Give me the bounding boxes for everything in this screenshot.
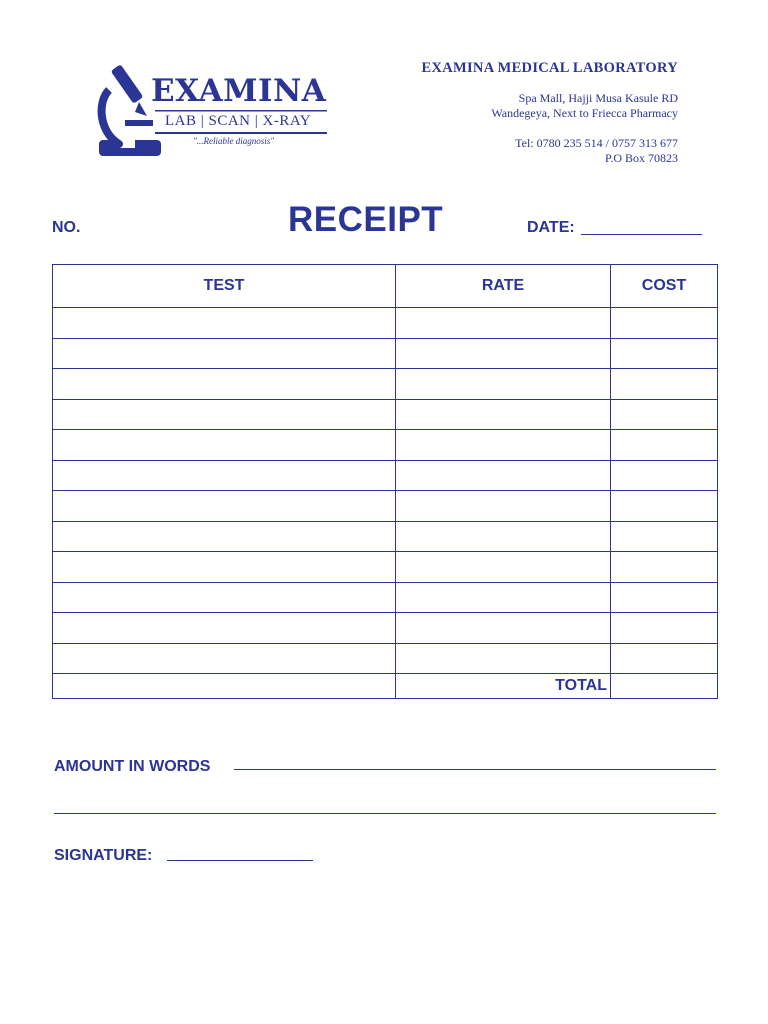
cost-cell[interactable] [611,552,718,583]
test-cell[interactable] [53,613,396,644]
test-cell[interactable] [53,460,396,491]
signature-label: SIGNATURE: [54,847,153,864]
table-row [53,613,718,644]
table-row [53,643,718,674]
cost-cell[interactable] [611,643,718,674]
company-name: EXAMINA MEDICAL LABORATORY [421,60,678,76]
column-header-rate: RATE [396,265,611,308]
cost-cell[interactable] [611,430,718,461]
total-row [53,674,718,699]
test-cell[interactable] [53,399,396,430]
rate-cell[interactable] [396,521,611,552]
company-address-1: Spa Mall, Hajji Musa Kasule RD [518,91,678,105]
cost-cell[interactable] [611,308,718,339]
date-field[interactable] [581,234,702,235]
column-header-test: TEST [53,265,396,308]
logo-services: LAB | SCAN | X-RAY [165,113,312,129]
company-details [421,60,678,166]
amount-in-words-field[interactable] [234,769,716,770]
table-body [53,308,718,699]
table-header-row [53,265,718,308]
rate-cell[interactable] [396,643,611,674]
test-cell[interactable] [53,338,396,369]
column-header-cost: COST [611,265,718,308]
rate-cell[interactable] [396,308,611,339]
total-empty-cell [53,674,396,699]
page-title: RECEIPT [288,200,444,239]
rate-cell[interactable] [396,430,611,461]
table-row [53,430,718,461]
table-row [53,308,718,339]
cost-cell[interactable] [611,491,718,522]
receipt-table [52,264,718,699]
rate-cell[interactable] [396,552,611,583]
rate-cell[interactable] [396,491,611,522]
test-cell[interactable] [53,552,396,583]
test-cell[interactable] [53,430,396,461]
date-label: DATE: [527,219,575,236]
table-row [53,552,718,583]
signature-field[interactable] [167,860,313,861]
cost-cell[interactable] [611,460,718,491]
company-address-2: Wandegeya, Next to Friecca Pharmacy [491,106,678,120]
table-row [53,491,718,522]
rate-cell[interactable] [396,369,611,400]
company-logo [95,58,345,158]
company-phone: Tel: 0780 235 514 / 0757 313 677 [515,136,678,150]
table-row [53,582,718,613]
amount-in-words-field-continued[interactable] [54,813,716,814]
rate-cell[interactable] [396,399,611,430]
cost-cell[interactable] [611,399,718,430]
cost-cell[interactable] [611,338,718,369]
amount-in-words-label: AMOUNT IN WORDS [54,758,211,775]
table-row [53,338,718,369]
test-cell[interactable] [53,643,396,674]
cost-cell[interactable] [611,582,718,613]
table-row [53,399,718,430]
company-po-box: P.O Box 70823 [604,151,678,165]
table-row [53,460,718,491]
table-row [53,521,718,552]
rate-cell[interactable] [396,582,611,613]
rate-cell[interactable] [396,460,611,491]
total-cost-cell[interactable] [611,674,718,699]
total-label: TOTAL [396,674,611,699]
cost-cell[interactable] [611,613,718,644]
cost-cell[interactable] [611,369,718,400]
rate-cell[interactable] [396,613,611,644]
test-cell[interactable] [53,521,396,552]
rate-cell[interactable] [396,338,611,369]
cost-cell[interactable] [611,521,718,552]
receipt-number-label: NO. [52,219,81,236]
logo-tagline: "...Reliable diagnosis" [193,136,275,146]
table-row [53,369,718,400]
test-cell[interactable] [53,308,396,339]
logo-wordmark: EXAMINA [151,73,327,109]
test-cell[interactable] [53,582,396,613]
test-cell[interactable] [53,369,396,400]
test-cell[interactable] [53,491,396,522]
